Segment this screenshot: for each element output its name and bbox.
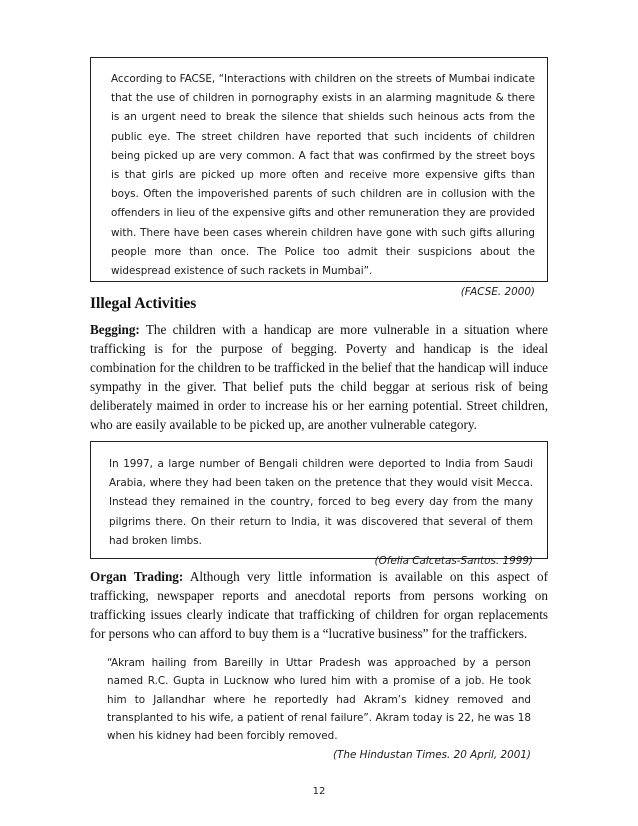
- bengali-quote-text: In 1997, a large number of Bengali children were deported to India from Saudi Arabia, where they had been taken on the pretence that they would visit Mecca. Instead they remained in the country, forced to beg every day from the many pilgrims there. On their return to India, it was discovered that several of them had broken limbs.: [109, 458, 533, 547]
- facse-quote-box: [90, 57, 548, 299]
- facse-quote-text: According to FACSE, “Interactions with children on the streets of Mumbai indicate that the use of children in pornography exists in an alarming magnitude & there is an urgent need to break the silence that shields such heinous acts from the public eye. The street children have reported that such incidents of children being picked up are very common. A fact that was confirmed by the street boys is that girls are picked up more often and receive more expensive gifts than boys. Often the impoverished parents of such children are in collusion with the offenders in lieu of the expensive gifts and other remuneration they are provided with. There have been cases wherein children have gone with such gifts alluring people more than once. The Police too admit their suspicions about the widespread existence of such rackets in Mumbai”.: [111, 73, 535, 278]
- bengali-citation: (Ofelia Calcetas-Santos. 1999): [374, 555, 533, 568]
- organ-trading-paragraph: [90, 567, 548, 643]
- facse-citation: (FACSE. 2000): [460, 286, 535, 299]
- akram-citation: (The Hindustan Times. 20 April, 2001): [332, 749, 531, 762]
- page-number: 12: [312, 786, 326, 797]
- organ-trading-label: Organ Trading:: [90, 569, 184, 584]
- begging-label: Begging:: [90, 322, 140, 337]
- akram-quote-text: “Akram hailing from Bareilly in Uttar Pradesh was approached by a person named R.C. Gupta in Lucknow who lured him with a promise of a job. He took him to Jallandhar where he reportedly had Akram’s kidney removed and transplanted to his wife, a patient of renal failure”. Akram today is 22, he was 18 when his kidney had been forcibly removed.: [107, 657, 531, 743]
- organ-trading-text: Although very little information is available on this aspect of trafficking, newspaper reports and anecdotal reports from persons working on trafficking issues clearly indicate that trafficking of children for organ replacements for persons who can afford to buy them is a “lucrative business” for the traffickers.: [90, 569, 548, 641]
- bengali-quote-box: [90, 441, 548, 568]
- begging-paragraph: [90, 320, 548, 434]
- begging-text: The children with a handicap are more vulnerable in a situation where trafficking is for the purpose of begging. Poverty and handicap is the ideal combination for the children to be trafficked in the belief that the handicap will induce sympathy in the giver. That belief puts the child beggar at serious risk of being deliberately maimed in order to increase his or her earning potential. Street children, who are easily available to be picked up, are another vulnerable category.: [90, 322, 548, 432]
- akram-quote-block: [107, 654, 531, 765]
- section-heading: Illegal Activities: [90, 295, 197, 312]
